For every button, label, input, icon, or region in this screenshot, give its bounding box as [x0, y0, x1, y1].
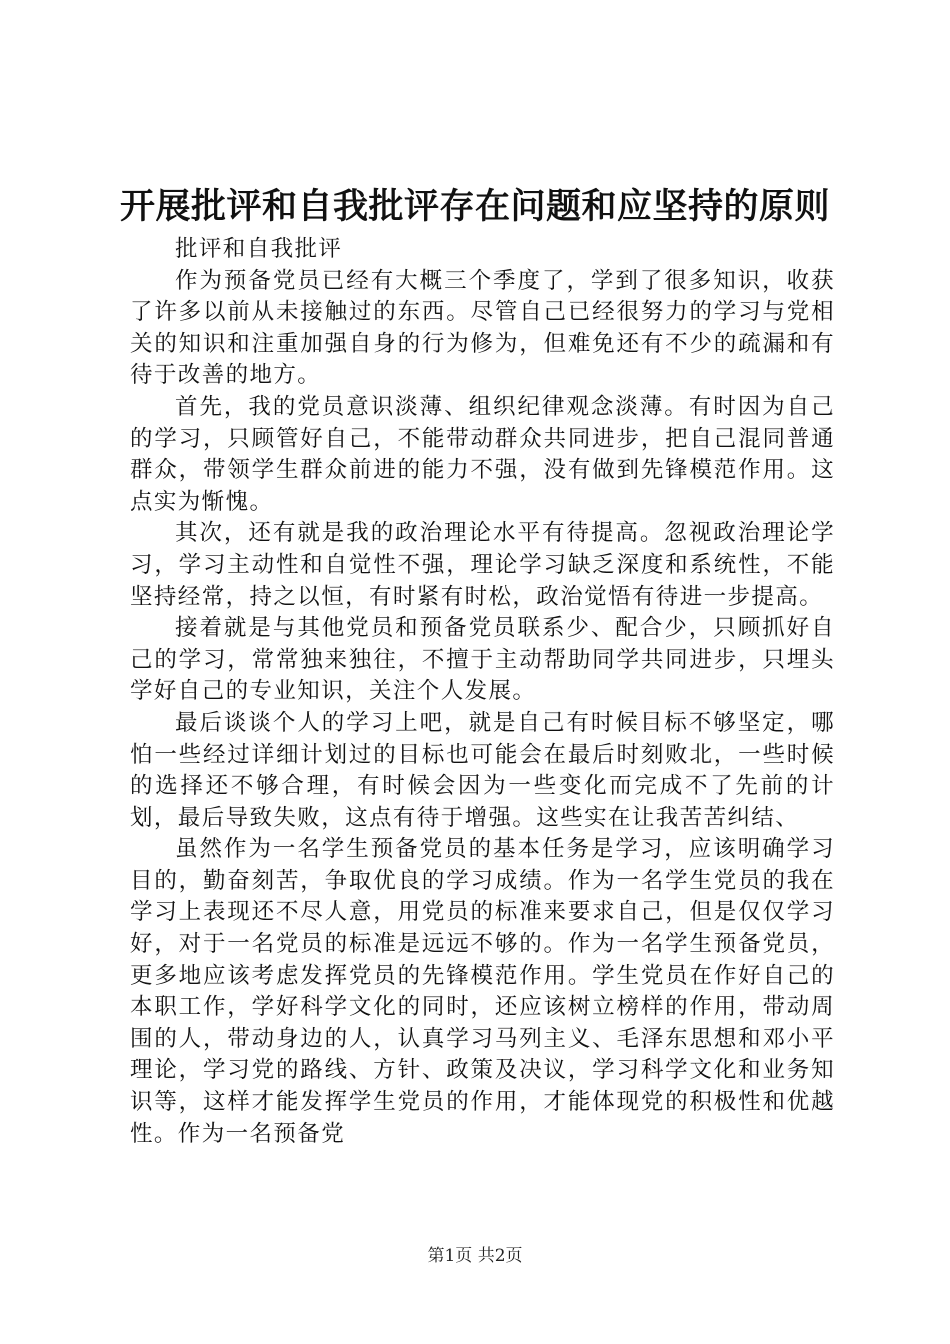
paragraph: 虽然作为一名学生预备党员的基本任务是学习，应该明确学习目的，勤奋刻苦，争取优良的学习成绩。作为一名学生党员的我在学习上表现还不尽人意，用党员的标准来要求自己，但是仅仅学习好，对于一名党员的标准是远远不够的。作为一名学生预备党员，更多地应该考虑发挥党员的先锋模范作用。学生党员在作好自己的本职工作，学好科学文化的同时，还应该树立榜样的作用，带动周围的人，带动身边的人，认真学习马列主义、毛泽东思想和邓小平理论，学习党的路线、方针、政策及决议，学习科学文化和业务知识等，这样才能发挥学生党员的作用，才能体现党的积极性和优越性。作为一名预备党 [130, 836, 835, 1147]
page-footer: 第1页 共2页 [427, 1246, 523, 1266]
document-subtitle: 批评和自我批评 [175, 236, 343, 262]
paragraph: 最后谈谈个人的学习上吧，就是自己有时候目标不够坚定，哪怕一些经过详细计划过的目标也可能会在最后时刻败北，一些时候的选择还不够合理，有时候会因为一些变化而完成不了先前的计划，最后导致失败，这点有待于增强。这些实在让我苦苦纠结、 [130, 709, 835, 831]
document-title: 开展批评和自我批评存在问题和应坚持的原则 [119, 186, 830, 227]
paragraph: 首先，我的党员意识淡薄、组织纪律观念淡薄。有时因为自己的学习，只顾管好自己，不能带动群众共同进步，把自己混同普通群众，带领学生群众前进的能力不强，没有做到先锋模范作用。这点实为惭愧。 [130, 393, 835, 515]
paragraph: 其次，还有就是我的政治理论水平有待提高。忽视政治理论学习，学习主动性和自觉性不强，理论学习缺乏深度和系统性，不能坚持经常，持之以恒，有时紧有时松，政治觉悟有待进一步提高。 [130, 520, 835, 610]
paragraph: 作为预备党员已经有大概三个季度了，学到了很多知识，收获了许多以前从未接触过的东西。尽管自己已经很努力的学习与党相关的知识和注重加强自身的行为修为，但难免还有不少的疏漏和有待于改善的地方。 [130, 267, 835, 389]
paragraph: 接着就是与其他党员和预备党员联系少、配合少，只顾抓好自己的学习，常常独来独往，不擅于主动帮助同学共同进步，只埋头学好自己的专业知识，关注个人发展。 [130, 615, 835, 705]
document-body [130, 234, 835, 1150]
